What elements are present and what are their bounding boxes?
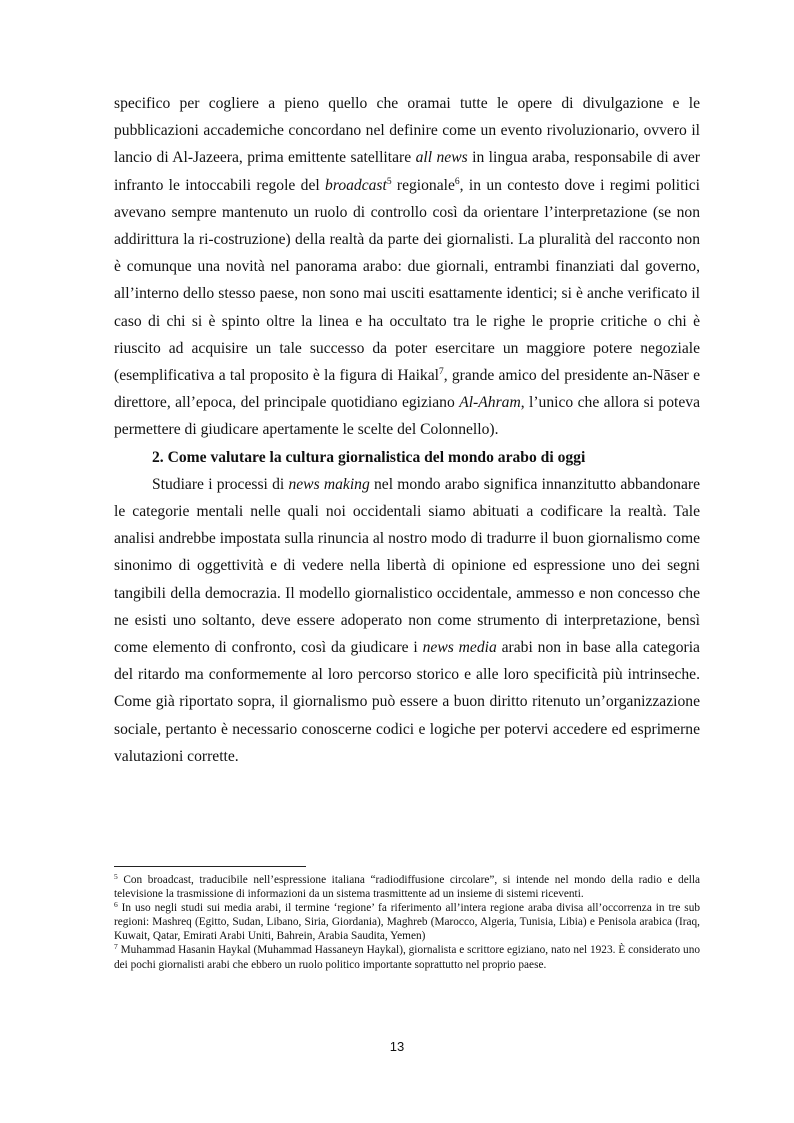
- footnote-number: 6: [114, 900, 118, 910]
- footnote-ref-6[interactable]: 6: [454, 176, 460, 187]
- footnote-5: [114, 873, 700, 901]
- italic-term-al-ahram: Al-Ahram: [459, 394, 521, 412]
- paragraph-1-text: specifico per cogliere a pieno quello che oramai tutte le opere di divulgazione e le pubblicazioni accademiche concordano nel definire come un evento rivoluzionario, ovvero il lancio di Al-Jazeera, prima emittente satellitare: [114, 95, 700, 167]
- paragraph-1-text: , in un contesto dove i regimi politici avevano sempre mantenuto un ruolo di controllo così da orientare l’interpretazione (se non addirittura la ri-costruzione) della realtà da parte dei giornalisti. La pluralità del racconto non è comunque una novità nel panorama arabo: due giornali, entrambi finanziati dal governo, all’interno dello stesso paese, non sono mai usciti esattamente identici; si è anche verificato il caso di chi si è spinto oltre la linea e ha occultato tra le righe le proprie critiche o chi è riuscito ad acquisire un tale successo da poter esercitare un maggiore potere negoziale (esemplificativa a tal proposito è la figura di Haikal: [114, 176, 701, 385]
- paragraph-1: [114, 90, 700, 444]
- paragraph-2-text: Studiare i processi di: [152, 475, 289, 493]
- italic-term-broadcast: broadcast: [325, 176, 387, 194]
- paragraph-2-text: arabi non in base alla categoria del ritardo ma conformemente al loro percorso storico e alle loro specificità più intrinseche. Come già riportato sopra, il giornalismo può essere a buon diritto ritenuto un’organizzazione sociale, pertanto è necessario conoscerne codici e logiche per potervi accedere ed esprimerne valutazioni corrette.: [114, 639, 700, 765]
- footnote-separator: [114, 866, 306, 867]
- footnote-7: [114, 943, 700, 971]
- paragraph-1-text: in lingua araba, responsabile di aver infranto le intoccabili regole del: [114, 149, 700, 194]
- footnote-number: 7: [114, 942, 118, 952]
- paragraph-1-text: , grande amico del presidente an-Nāser e direttore, all’epoca, del principale quotidiano egiziano: [114, 367, 700, 412]
- italic-term-news-making: news making: [288, 475, 370, 493]
- footnote-6: [114, 901, 700, 943]
- footnote-ref-7[interactable]: 7: [438, 367, 444, 378]
- footnotes: [114, 873, 700, 972]
- italic-term-news-media: news media: [422, 639, 497, 657]
- paragraph-2: [114, 471, 700, 770]
- footnote-text: In uso negli studi sui media arabi, il termine ‘regione’ fa riferimento all’intera regione araba divisa all’occorrenza in tre sub regioni: Mashreq (Egitto, Sudan, Libano, Siria, Giordania), Maghreb (Marocco, Algeria, Tunisia, Libia) e Penisola arabica (Iraq, Kuwait, Qatar, Emirati Arabi Uniti, Bahrein, Arabia Saudita, Yemen): [114, 902, 700, 943]
- footnote-text: Muhammad Hasanin Haykal (Muhammad Hassaneyn Haykal), giornalista e scrittore egiziano, nato nel 1923. È considerato uno dei pochi giornalisti arabi che ebbero un ruolo politico importante soprattutto nel proprio paese.: [114, 944, 700, 971]
- section-heading: 2. Come valutare la cultura giornalistica del mondo arabo di oggi: [152, 448, 586, 466]
- paragraph-2-text: nel mondo arabo significa innanzitutto abbandonare le categorie mentali nelle quali noi occidentali siamo abituati a codificare la realtà. Tale analisi andrebbe impostata sulla rinuncia al nostro modo di tradurre il buon giornalismo come sinonimo di oggettività e di vedere nella libertà di opinione ed espressione uno dei segni tangibili della democrazia. Il modello giornalistico occidentale, ammesso e non concesso che ne esisti uno soltanto, deve essere adoperato non come strumento di interpretazione, bensì come elemento di confronto, così da giudicare i: [114, 475, 700, 657]
- footnote-ref-5[interactable]: 5: [386, 176, 392, 187]
- paragraph-1-text: , l’unico che allora si poteva permettere di giudicare apertamente le scelte del Colonnello).: [114, 394, 700, 439]
- italic-term-all-news: all news: [415, 149, 468, 167]
- page-number: 13: [389, 1039, 405, 1054]
- body-text: [114, 90, 700, 770]
- footnote-text: Con broadcast, traducibile nell’espressione italiana “radiodiffusione circolare”, si intende nel mondo della radio e della televisione la trasmissione di informazioni da un sistema trasmittente ad un insieme di sistemi riceventi.: [114, 874, 700, 901]
- paragraph-1-text: regionale: [391, 176, 455, 194]
- footnote-number: 5: [114, 872, 118, 881]
